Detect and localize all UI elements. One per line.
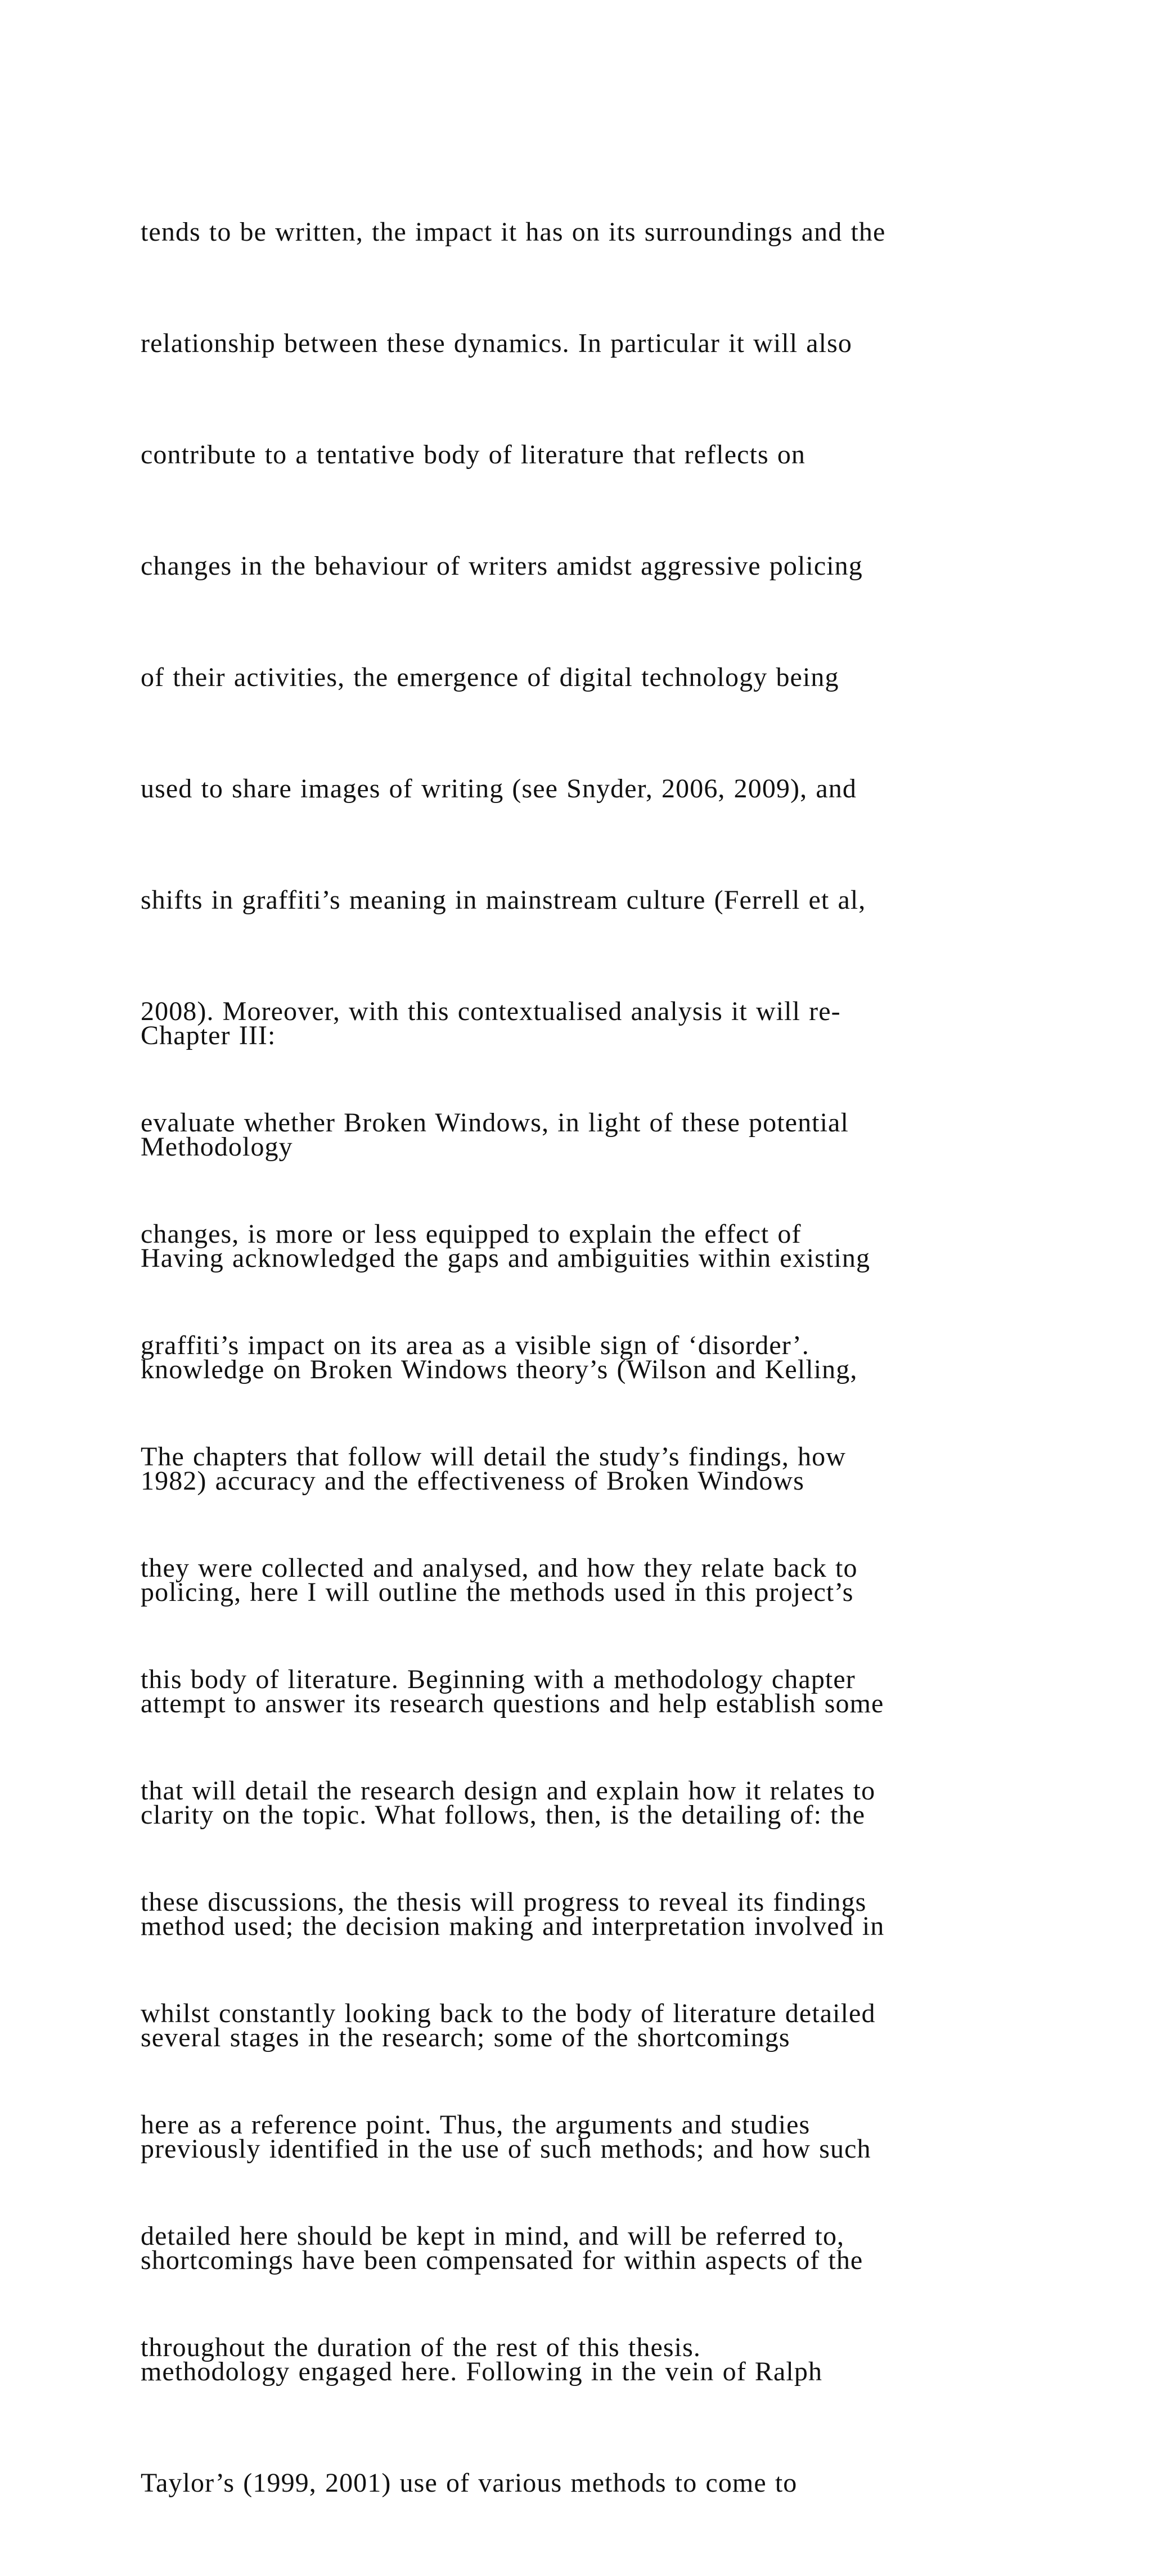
text-line: contribute to a tentative body of literature that reflects on	[141, 440, 806, 470]
text-line: The chapters that follow will detail the study’s findings, how	[141, 1442, 846, 1472]
chapter-section	[141, 943, 1097, 2576]
text-line: here as a reference point. Thus, the arguments and studies	[141, 2110, 811, 2140]
text-line: relationship between these dynamics. In particular it will also	[141, 328, 852, 358]
text-line: shortcomings have been compensated for within aspects of the	[141, 2245, 863, 2275]
text-line: knowledge on Broken Windows theory’s (Wilson and Kelling,	[141, 1355, 858, 1384]
text-line: this body of literature. Beginning with a methodology chapter	[141, 1664, 856, 1694]
text-line: 1982) accuracy and the effectiveness of Broken Windows	[141, 1466, 804, 1496]
text-line: 2008). Moreover, with this contextualised analysis it will re-	[141, 996, 841, 1026]
text-line: these discussions, the thesis will progress to reveal its findings	[141, 1887, 867, 1917]
text-line: evaluate whether Broken Windows, in light of these potential	[141, 1108, 849, 1138]
text-line: clarity on the topic. What follows, then, is the detailing of: the	[141, 1800, 866, 1830]
text-line: used to share images of writing (see Snyder, 2006, 2009), and	[141, 774, 857, 804]
text-line: method used; the decision making and interpretation involved in	[141, 1911, 885, 1941]
chapter-title: Methodology	[141, 1132, 293, 1162]
text-line: detailed here should be kept in mind, and will be referred to,	[141, 2221, 845, 2251]
text-line: attempt to answer its research questions and help establish some	[141, 1689, 884, 1718]
text-line: they were collected and analysed, and how they relate back to	[141, 1553, 858, 1583]
text-line: changes in the behaviour of writers amidst aggressive policing	[141, 551, 863, 581]
text-line: that will detail the research design and explain how it relates to	[141, 1776, 876, 1806]
text-line: of their activities, the emergence of digital technology being	[141, 662, 839, 692]
text-line: previously identified in the use of such methods; and how such	[141, 2134, 871, 2164]
text-line: graffiti’s impact on its area as a visible sign of ‘disorder’.	[141, 1330, 809, 1360]
text-line: shifts in graffiti’s meaning in mainstream culture (Ferrell et al,	[141, 885, 866, 915]
chapter-number: Chapter III:	[141, 1021, 276, 1050]
text-line: Having acknowledged the gaps and ambiguities within existing	[141, 1243, 871, 1273]
text-line: throughout the duration of the rest of this thesis.	[141, 2333, 701, 2362]
text-line: several stages in the research; some of the shortcomings	[141, 2023, 790, 2052]
text-line: tends to be written, the impact it has on its surroundings and the	[141, 217, 886, 247]
text-line: changes, is more or less equipped to explain the effect of	[141, 1219, 802, 1249]
text-line: policing, here I will outline the methods used in this project’s	[141, 1577, 854, 1607]
text-line: Taylor’s (1999, 2001) use of various methods to come to	[141, 2468, 798, 2498]
text-line: methodology engaged here. Following in the vein of Ralph	[141, 2357, 823, 2386]
text-line: whilst constantly looking back to the body of literature detailed	[141, 1998, 876, 2028]
